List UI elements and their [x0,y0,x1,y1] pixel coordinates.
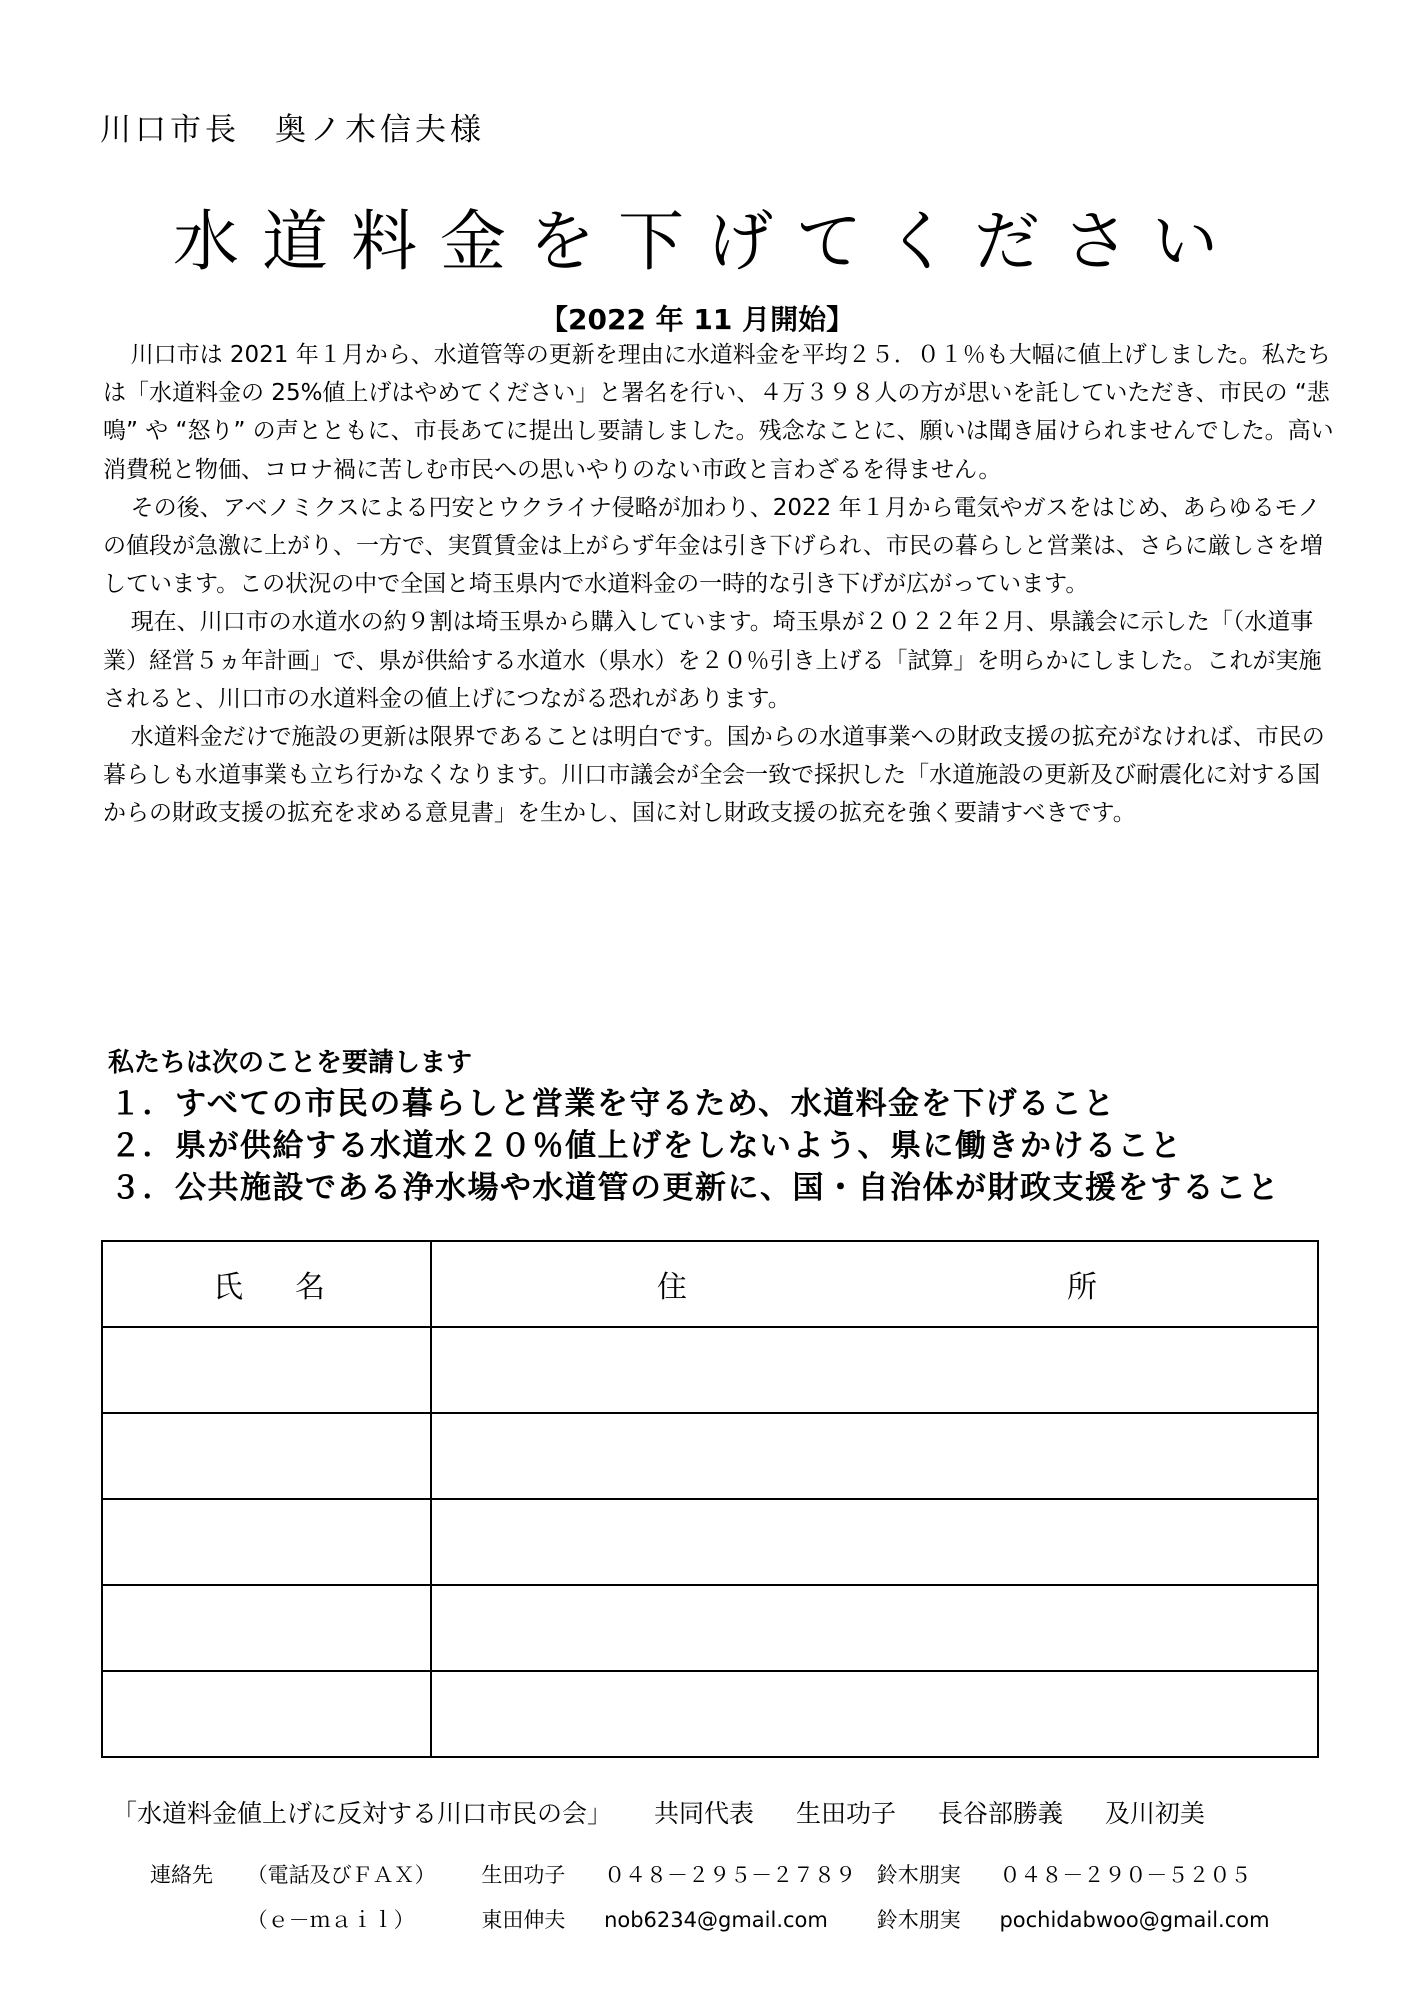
petition-body [103,336,1343,833]
contact-name: 生田功子 [481,1863,566,1887]
contact-label: 連絡先 [150,1863,213,1887]
name-cell[interactable] [102,1671,431,1757]
start-period: 【2022 年 11 月開始】 [540,303,855,336]
representative-role: 共同代表 [653,1799,754,1828]
signature-row [102,1413,1318,1499]
organization-name: 「水道料金値上げに反対する川口市民の会」 [112,1799,613,1828]
addressee: 川口市長 奥ノ木信夫様 [100,112,485,148]
requests-list [110,1083,1280,1209]
representative-name: 生田功子 [795,1799,896,1828]
request-item: １．すべての市民の暮らしと営業を守るため、水道料金を下げること [110,1086,1116,1122]
page-title: 水道料金を下げてください [173,203,1241,280]
signature-row [102,1671,1318,1757]
signature-table [101,1240,1319,1758]
name-cell[interactable] [102,1585,431,1671]
paragraph: 川口市は 2021 年１月から、水道管等の更新を理由に水道料金を平均２５．０１％も大幅に値上げしました。私たちは「水道料金の 25%値上げはやめてください」と署名を行い、４万３９８人の方が思いを託していただき、市民の “悲鳴” や “怒り” の声とともに、市長あてに提出し要請しました。残念なことに、願いは聞き届けられませんでした。高い消費税と物価、コロナ禍に苦しむ市民への思いやりのない市政と言わざるを得ません。 [103,342,1334,483]
email-label: （ｅ－ｍａｉｌ） [246,1908,415,1932]
name-cell[interactable] [102,1327,431,1413]
paragraph: 水道料金だけで施設の更新は限界であることは明白です。国からの水道事業への財政支援の拡充がなければ、市民の暮らしも水道事業も立ち行かなくなります。川口市議会が全会一致で採択した「水道施設の更新及び耐震化に対する国からの財政支援の拡充を求める意見書」を生かし、国に対し財政支援の拡充を強く要請すべきです。 [103,724,1325,827]
contact-phone-line [150,1859,1251,1889]
email-address[interactable]: nob6234@gmail.com [604,1908,828,1932]
address-cell[interactable] [431,1413,1318,1499]
signature-row [102,1327,1318,1413]
email-address[interactable]: pochidabwoo@gmail.com [999,1908,1270,1932]
phone-number: ０４８－２９０－５２０５ [999,1863,1252,1887]
name-column-header [102,1241,431,1327]
contact-name: 鈴木朋実 [876,1863,961,1887]
name-header-char: 氏 [213,1270,243,1305]
contact-name: 鈴木朋実 [876,1908,961,1932]
representative-name: 及川初美 [1104,1799,1205,1828]
request-item: ３．公共施設である浄水場や水道管の更新に、国・自治体が財政支援をすること [110,1170,1280,1206]
address-cell[interactable] [431,1499,1318,1585]
organization-line [112,1794,1239,1830]
signature-row [102,1585,1318,1671]
address-column-header [431,1241,1318,1327]
request-item: ２．県が供給する水道水２０％値上げをしないよう、県に働きかけること [110,1128,1183,1164]
paragraph: 現在、川口市の水道水の約９割は埼玉県から購入しています。埼玉県が２０２２年２月、県議会に示した「（水道事業）経営５ヵ年計画」で、県が供給する水道水（県水）を２０％引き上げる「試算」を明らかにしました。これが実施されると、川口市の水道料金の値上げにつながる恐れがあります。 [103,609,1322,712]
name-cell[interactable] [102,1413,431,1499]
address-cell[interactable] [431,1327,1318,1413]
paragraph: その後、アベノミクスによる円安とウクライナ侵略が加わり、2022 年１月から電気やガスをはじめ、あらゆるモノの値段が急激に上がり、一方で、実質賃金は上がらず年金は引き下げられ、市民の暮らしと営業は、さらに厳しさを増しています。この状況の中で全国と埼玉県内で水道料金の一時的な引き下げが広がっています。 [103,494,1323,598]
representative-name: 長谷部勝義 [937,1799,1063,1828]
name-header-char: 名 [295,1270,325,1305]
contact-email-line [150,1904,1270,1934]
phone-label: （電話及びＦＡＸ） [246,1863,436,1887]
address-header-char: 住 [657,1270,687,1305]
phone-number: ０４８－２９５－２７８９ [604,1863,857,1887]
requests-heading: 私たちは次のことを要請します [108,1048,473,1078]
name-cell[interactable] [102,1499,431,1585]
address-cell[interactable] [431,1585,1318,1671]
table-header-row [102,1241,1318,1327]
signature-row [102,1499,1318,1585]
address-cell[interactable] [431,1671,1318,1757]
address-header-char: 所 [1067,1270,1097,1305]
contact-name: 東田伸夫 [481,1908,566,1932]
